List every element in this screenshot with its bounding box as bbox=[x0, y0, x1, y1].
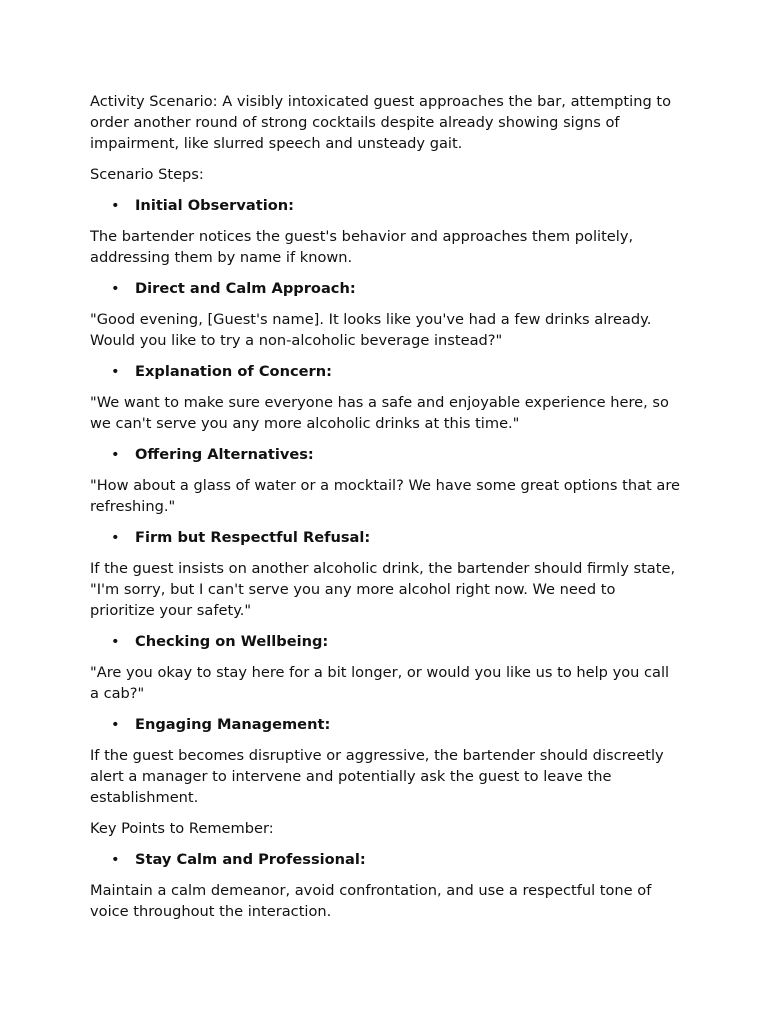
step-title: Checking on Wellbeing: bbox=[135, 633, 329, 650]
step-item bbox=[90, 631, 682, 652]
step-title: Direct and Calm Approach: bbox=[135, 280, 356, 297]
bullet-icon: • bbox=[111, 363, 120, 380]
bullet-icon: • bbox=[111, 197, 120, 214]
step-body: "We want to make sure everyone has a safe and enjoyable experience here, so we can't serve you any more alcoholic drinks at this time." bbox=[90, 394, 669, 432]
key-point-body: Maintain a calm demeanor, avoid confrontation, and use a respectful tone of voice throughout the interaction. bbox=[90, 882, 652, 920]
key-point-item bbox=[90, 849, 682, 870]
step-title: Initial Observation: bbox=[135, 197, 294, 214]
step-body: "Are you okay to stay here for a bit longer, or would you like us to help you call a cab?" bbox=[90, 664, 670, 702]
step-title: Engaging Management: bbox=[135, 716, 331, 733]
bullet-icon: • bbox=[111, 446, 120, 463]
step-item bbox=[90, 444, 682, 465]
step-body: The bartender notices the guest's behavior and approaches them politely, addressing them by name if known. bbox=[90, 228, 634, 266]
bullet-icon: • bbox=[111, 280, 120, 297]
step-title: Explanation of Concern: bbox=[135, 363, 332, 380]
key-point-title: Stay Calm and Professional: bbox=[135, 851, 366, 868]
step-body: If the guest becomes disruptive or aggressive, the bartender should discreetly alert a manager to intervene and potentially ask the guest to leave the establishment. bbox=[90, 747, 664, 806]
bullet-icon: • bbox=[111, 633, 120, 650]
step-item bbox=[90, 361, 682, 382]
step-item bbox=[90, 278, 682, 299]
step-item bbox=[90, 195, 682, 216]
step-title: Firm but Respectful Refusal: bbox=[135, 529, 371, 546]
step-item bbox=[90, 527, 682, 548]
step-title: Offering Alternatives: bbox=[135, 446, 314, 463]
step-body: If the guest insists on another alcoholic drink, the bartender should firmly state, "I'm sorry, but I can't serve you any more alcohol right now. We need to prioritize your safety." bbox=[90, 560, 676, 619]
step-item bbox=[90, 714, 682, 735]
bullet-icon: • bbox=[111, 716, 120, 733]
step-body: "How about a glass of water or a mocktail? We have some great options that are refreshing." bbox=[90, 477, 680, 515]
intro-paragraph: Activity Scenario: A visibly intoxicated guest approaches the bar, attempting to order another round of strong cocktails despite already showing signs of impairment, like slurred speech and unsteady gait. bbox=[90, 93, 672, 152]
bullet-icon: • bbox=[111, 851, 120, 868]
step-body: "Good evening, [Guest's name]. It looks like you've had a few drinks already. Would you like to try a non-alcoholic beverage instead?" bbox=[90, 311, 652, 349]
bullet-icon: • bbox=[111, 529, 120, 546]
key-points-heading: Key Points to Remember: bbox=[90, 820, 274, 837]
document-page bbox=[90, 91, 682, 932]
steps-heading: Scenario Steps: bbox=[90, 166, 204, 183]
